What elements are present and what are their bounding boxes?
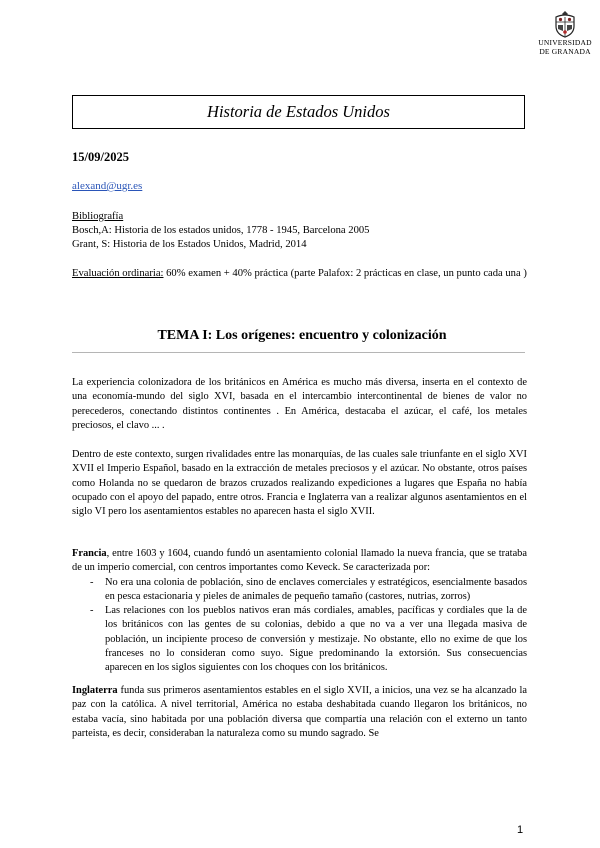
paragraph-3 xyxy=(72,547,527,676)
logo-line-2: DE GRANADA xyxy=(539,47,591,56)
paragraph-3-bold: Francia xyxy=(72,548,107,559)
paragraph-4 xyxy=(72,684,527,741)
date: 15/09/2025 xyxy=(72,150,129,164)
evaluation xyxy=(72,267,532,282)
evaluation-label: Evaluación ordinaria: xyxy=(72,268,164,279)
page-number: 1 xyxy=(517,824,524,836)
paragraph-4-bold: Inglaterra xyxy=(72,685,118,696)
section-title: TEMA I: Los orígenes: encuentro y colonización xyxy=(157,328,447,343)
list-item-text: No era una colonia de población, sino de enclaves comerciales y estratégicos, esencialmente basados en pesca estacionaria y pieles de animales de pequeño tamaño (castores, nutrias, zorros) xyxy=(105,576,527,602)
horizontal-rule xyxy=(72,352,525,353)
list-item-text: Las relaciones con los pueblos nativos eran más cordiales, amables, pacíficas y cordiales que la de los británicos con las gentes de su colonias, debido a que no va a ver una llegada masiva de población, un incipiente proceso de conversión y mestizaje. No obstante, ello no exime de que los franceses no lo consideran como suyo. Sigue predominando la extorsión. Sus consecuencias aparecen en los siglos siguientes con los choques con los británicos. xyxy=(105,605,527,674)
university-crest-icon xyxy=(552,10,578,38)
bibliography xyxy=(72,210,532,253)
document-title: Historia de Estados Unidos xyxy=(72,95,525,129)
bullet-list xyxy=(72,576,527,676)
evaluation-text: 60% examen + 40% práctica (parte Palafox: 2 prácticas en clase, un punto cada una ) xyxy=(163,268,527,279)
paragraph-2: Dentro de este contexto, surgen rivalidades entre las monarquías, de las cuales sale triunfante en el siglo XVI XVII el Imperio Español, basado en la extracción de metales preciosos y el azúcar. No obstante, otros países como Holanda no se quedaron de brazos cruzados realizando expediciones a lugares que España no había ocupado con el apoyo del papado, entre otros. Francia e Inglaterra van a realizar algunos asentamientos en el siglo VI pero los asentamientos estables no aparecen hasta el siglo XVII. xyxy=(72,449,527,518)
bullet-dash: - xyxy=(90,576,94,588)
university-logo xyxy=(535,10,595,56)
paragraph-4-text: funda sus primeros asentamientos estables en el siglo XVII, a inicios, una vez se ha alcanzado la paz con la católica. A nivel territorial, América no estaba deshabitada cuando llegaron los británicos, no estaba vacía, sino habitada por una población diversa que compartía una relación con el externo un tanto parteista, es decir, consideraban la naturaleza como su mundo sagrado. Se xyxy=(72,685,527,739)
list-item xyxy=(72,576,527,605)
bibliography-entry: Grant, S: Historia de los Estados Unidos, Madrid, 2014 xyxy=(72,239,307,251)
bullet-dash: - xyxy=(90,605,94,617)
bibliography-entry: Bosch,A: Historia de los estados unidos, 1778 - 1945, Barcelona 2005 xyxy=(72,225,370,237)
list-item xyxy=(72,604,527,675)
paragraph-1: La experiencia colonizadora de los británicos en América es mucho más diversa, inserta en el contexto de una economía-mundo del siglo XVI, basada en el intercambio intercontinental de bienes de valor no perecederos, conectando distintos continentes . En América, destacaba el azúcar, el café, los metales preciosos, el clavo ... . xyxy=(72,377,527,431)
logo-line-1: UNIVERSIDAD xyxy=(538,38,592,47)
paragraph-3-text: , entre 1603 y 1604, cuando fundó un asentamiento colonial llamado la nueva francia, que se trataba de un imperio comercial, con centros importantes como Keveck. Se caracterizada por: xyxy=(72,548,527,574)
email-link[interactable]: alexand@ugr.es xyxy=(72,180,143,192)
paragraph-3-intro xyxy=(72,547,527,576)
bibliography-heading: Bibliografía xyxy=(72,211,124,222)
